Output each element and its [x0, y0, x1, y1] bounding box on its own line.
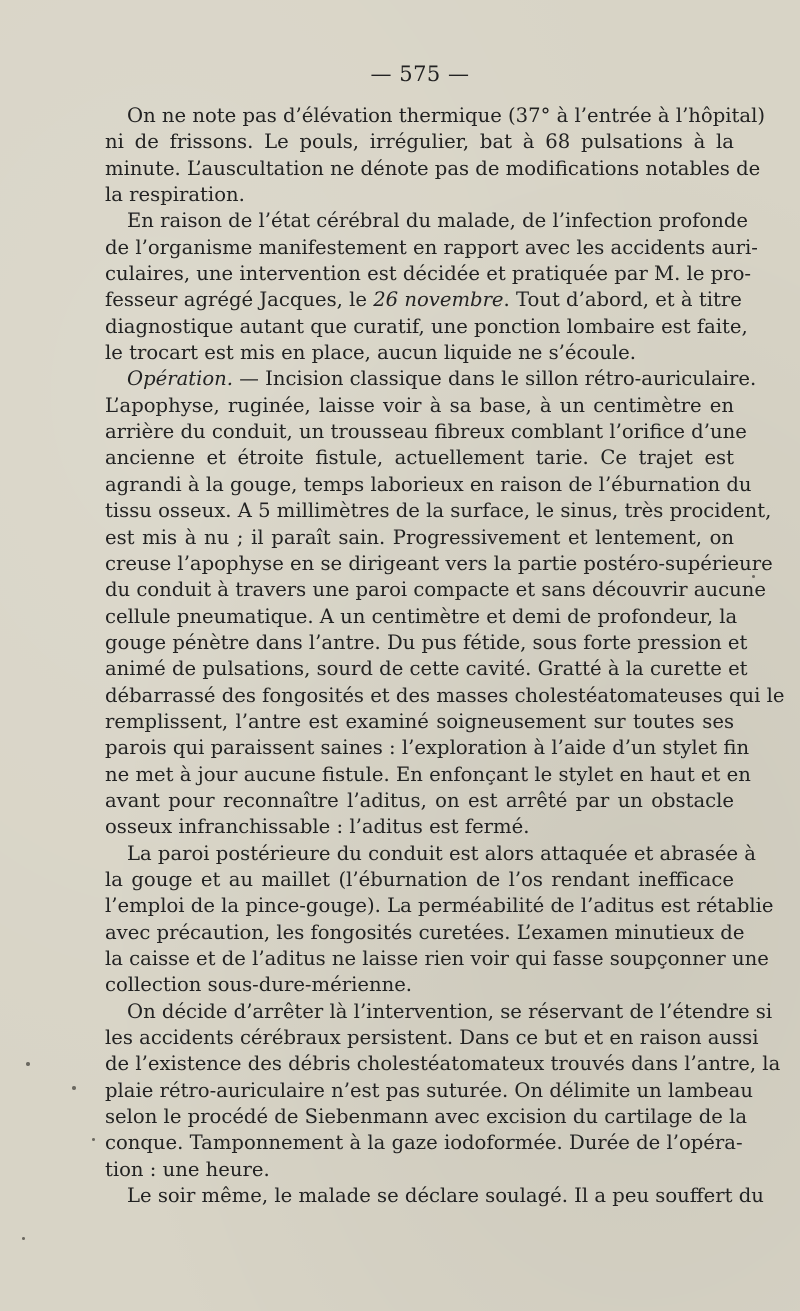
text-line: diagnostique autant que curatif, une ponction lombaire est faite,: [105, 314, 748, 338]
text-line: fesseur agrégé Jacques, le 26 novembre. Tout d’abord, et à titre: [105, 288, 742, 312]
text-line: arrière du conduit, un trousseau fibreux comblant l’orifice d’une: [105, 420, 747, 444]
text-line: La paroi postérieure du conduit est alors attaquée et abrasée à: [127, 841, 756, 865]
text-line: L’apophyse, ruginée, laisse voir à sa base, à un centimètre en: [105, 393, 734, 417]
text-line: Le soir même, le malade se déclare soulagé. Il a peu souffert du: [127, 1184, 764, 1208]
text-line: gouge pénètre dans l’antre. Du pus fétide, sous forte pression et: [105, 630, 748, 654]
text-line: est mis à nu ; il paraît sain. Progressivement et lentement, on: [105, 525, 734, 549]
text-line: avec précaution, les fongosités curetées. L’examen minutieux de: [105, 920, 745, 944]
paper-speck: [752, 575, 755, 578]
text-line: tion : une heure.: [105, 1157, 270, 1181]
text-line: la gouge et au maillet (l’éburnation de l’os rendant inefficace: [105, 867, 734, 891]
text-line: l’emploi de la pince-gouge). La perméabilité de l’aditus est rétablie: [105, 894, 774, 918]
paper-speck: [72, 1086, 76, 1090]
text-line: tissu osseux. A 5 millimètres de la surface, le sinus, très procident,: [105, 499, 772, 523]
page-number: — 575 —: [370, 62, 470, 86]
text-line: débarrassé des fongosités et des masses cholestéatomateuses qui le: [105, 683, 785, 707]
text-line: la respiration.: [105, 183, 245, 207]
text-line: osseux infranchissable : l’aditus est fermé.: [105, 815, 530, 839]
paper-speck: [22, 1237, 25, 1240]
text-line: de l’existence des débris cholestéatomateux trouvés dans l’antre, la: [105, 1052, 781, 1076]
text-line: animé de pulsations, sourd de cette cavité. Gratté à la curette et: [105, 657, 748, 681]
text-line: les accidents cérébraux persistent. Dans ce but et en raison aussi: [105, 1026, 759, 1050]
text-line: On décide d’arrêter là l’intervention, se réservant de l’étendre si: [127, 999, 773, 1023]
text-line: plaie rétro-auriculaire n’est pas suturée. On délimite un lambeau: [105, 1078, 753, 1102]
section-heading-italic: Opération.: [127, 367, 234, 391]
text-line: ancienne et étroite fistule, actuellement tarie. Ce trajet est: [105, 446, 734, 470]
paper-speck: [92, 1138, 95, 1141]
text-line: ne met à jour aucune fistule. En enfonçant le stylet en haut et en: [105, 762, 751, 786]
text-line: parois qui paraissent saines : l’exploration à l’aide d’un stylet fin: [105, 736, 750, 760]
text-line: creuse l’apophyse en se dirigeant vers la partie postéro-supérieure: [105, 551, 773, 575]
text-line: minute. L’auscultation ne dénote pas de modifications notables de: [105, 156, 761, 180]
text-line: conque. Tamponnement à la gaze iodoformée. Durée de l’opéra-: [105, 1131, 743, 1155]
text-line: En raison de l’état cérébral du malade, de l’infection profonde: [127, 209, 748, 233]
text-line: culaires, une intervention est décidée et pratiquée par M. le pro-: [105, 262, 751, 286]
text-line: le trocart est mis en place, aucun liquide ne s’écoule.: [105, 341, 636, 365]
text-line: selon le procédé de Siebenmann avec excision du cartilage de la: [105, 1105, 748, 1129]
text-line: du conduit à travers une paroi compacte et sans découvrir aucune: [105, 578, 766, 602]
text-line: remplissent, l’antre est examiné soigneusement sur toutes ses: [105, 709, 734, 733]
text-line: collection sous-dure-mérienne.: [105, 973, 413, 997]
text-line: Opération. — Incision classique dans le sillon rétro-auriculaire.: [127, 367, 757, 391]
text-line: ni de frissons. Le pouls, irrégulier, bat à 68 pulsations à la: [105, 130, 734, 154]
body-text: [105, 103, 785, 1209]
text-line: avant pour reconnaître l’aditus, on est arrêté par un obstacle: [105, 788, 734, 812]
text-line: On ne note pas d’élévation thermique (37° à l’entrée à l’hôpital): [127, 104, 766, 127]
paper-speck: [26, 1062, 30, 1066]
text-line: de l’organisme manifestement en rapport avec les accidents auri-: [105, 235, 758, 259]
text-line: agrandi à la gouge, temps laborieux en raison de l’éburnation du: [105, 472, 752, 496]
text-line: cellule pneumatique. A un centimètre et demi de profondeur, la: [105, 604, 738, 628]
text-line: la caisse et de l’aditus ne laisse rien voir qui fasse soupçonner une: [105, 947, 769, 970]
date-italic: 26 novembre: [373, 288, 504, 312]
